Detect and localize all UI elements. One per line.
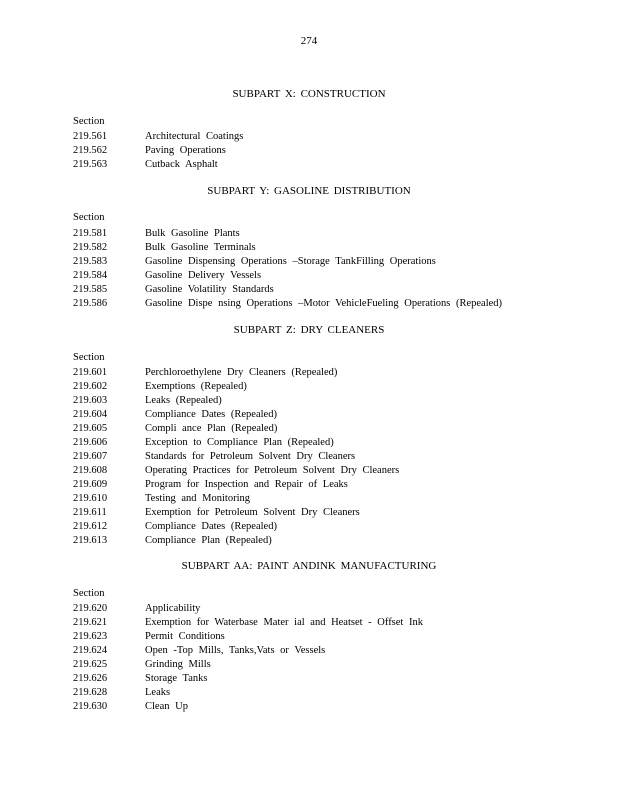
list-item xyxy=(0,241,618,255)
entry-number: 219.621 xyxy=(73,617,108,628)
subpart-heading-z: SUBPART Z: DRY CLEANERS xyxy=(233,324,385,336)
list-item xyxy=(0,227,618,241)
entry-list-aa xyxy=(0,602,618,714)
list-item xyxy=(0,686,618,700)
entry-title: Compliance Dates (Repealed) xyxy=(145,521,277,532)
entry-title: Paving Operations xyxy=(145,145,226,156)
entry-number: 219.611 xyxy=(73,507,107,518)
entry-number: 219.612 xyxy=(73,521,108,532)
page-number: 274 xyxy=(300,35,318,47)
entry-number: 219.625 xyxy=(73,659,108,670)
entry-number: 219.605 xyxy=(73,423,108,434)
entry-title: Perchloroethylene Dry Cleaners (Repealed) xyxy=(145,367,338,378)
list-item xyxy=(0,255,618,269)
entry-number: 219.623 xyxy=(73,631,108,642)
list-item xyxy=(0,158,618,172)
list-item xyxy=(0,283,618,297)
entry-title: Permit Conditions xyxy=(145,631,225,642)
entry-title: Compliance Plan (Repealed) xyxy=(145,535,272,546)
entry-list-x xyxy=(0,130,618,172)
section-label: Section xyxy=(73,116,105,127)
entry-number: 219.603 xyxy=(73,395,108,406)
entry-title: Bulk Gasoline Plants xyxy=(145,228,240,239)
list-item xyxy=(0,450,618,464)
list-item xyxy=(0,630,618,644)
entry-number: 219.624 xyxy=(73,645,108,656)
list-item xyxy=(0,366,618,380)
entry-number: 219.606 xyxy=(73,437,108,448)
entry-title: Bulk Gasoline Terminals xyxy=(145,242,256,253)
list-item xyxy=(0,380,618,394)
entry-number: 219.604 xyxy=(73,409,108,420)
entry-number: 219.610 xyxy=(73,493,108,504)
subpart-heading-x: SUBPART X: CONSTRUCTION xyxy=(232,88,386,100)
entry-number: 219.628 xyxy=(73,687,108,698)
entry-number: 219.562 xyxy=(73,145,108,156)
entry-title: Gasoline Dispe nsing Operations –Motor VehicleFueling Operations (Repealed) xyxy=(145,298,503,309)
section-label: Section xyxy=(73,588,105,599)
entry-number: 219.583 xyxy=(73,256,108,267)
list-item xyxy=(0,644,618,658)
entry-title: Testing and Monitoring xyxy=(145,493,251,504)
list-item xyxy=(0,602,618,616)
list-item xyxy=(0,700,618,714)
entry-title: Exemptions (Repealed) xyxy=(145,381,247,392)
list-item xyxy=(0,297,618,311)
entry-number: 219.602 xyxy=(73,381,108,392)
list-item xyxy=(0,478,618,492)
list-item xyxy=(0,422,618,436)
entry-title: Standards for Petroleum Solvent Dry Cleaners xyxy=(145,451,356,462)
entry-number: 219.626 xyxy=(73,673,108,684)
list-item xyxy=(0,269,618,283)
section-label: Section xyxy=(73,212,105,223)
entry-title: Cutback Asphalt xyxy=(145,159,218,170)
list-item xyxy=(0,408,618,422)
list-item xyxy=(0,394,618,408)
entry-number: 219.581 xyxy=(73,228,108,239)
entry-number: 219.584 xyxy=(73,270,108,281)
entry-title: Gasoline Delivery Vessels xyxy=(145,270,262,281)
entry-title: Compli ance Plan (Repealed) xyxy=(145,423,278,434)
list-item xyxy=(0,144,618,158)
section-label: Section xyxy=(73,352,105,363)
entry-title: Gasoline Volatility Standards xyxy=(145,284,274,295)
list-item xyxy=(0,534,618,548)
entry-title: Gasoline Dispensing Operations –Storage TankFilling Operations xyxy=(145,256,436,267)
entry-title: Exception to Compliance Plan (Repealed) xyxy=(145,437,334,448)
list-item xyxy=(0,658,618,672)
entry-title: Storage Tanks xyxy=(145,673,208,684)
entry-number: 219.630 xyxy=(73,701,108,712)
entry-number: 219.601 xyxy=(73,367,108,378)
entry-number: 219.561 xyxy=(73,131,108,142)
entry-number: 219.620 xyxy=(73,603,108,614)
entry-number: 219.563 xyxy=(73,159,108,170)
subpart-heading-aa: SUBPART AA: PAINT ANDINK MANUFACTURING xyxy=(181,560,437,572)
entry-title: Exemption for Waterbase Mater ial and Heatset - Offset Ink xyxy=(145,617,423,628)
entry-title: Architectural Coatings xyxy=(145,131,244,142)
entry-title: Leaks xyxy=(145,687,171,698)
list-item xyxy=(0,520,618,534)
list-item xyxy=(0,506,618,520)
entry-title: Applicability xyxy=(145,603,201,614)
list-item xyxy=(0,436,618,450)
entry-list-z xyxy=(0,366,618,548)
list-item xyxy=(0,130,618,144)
entry-number: 219.585 xyxy=(73,284,108,295)
entry-title: Leaks (Repealed) xyxy=(145,395,222,406)
entry-list-y xyxy=(0,227,618,311)
entry-number: 219.608 xyxy=(73,465,108,476)
entry-title: Operating Practices for Petroleum Solvent Dry Cleaners xyxy=(145,465,400,476)
entry-number: 219.582 xyxy=(73,242,108,253)
entry-number: 219.613 xyxy=(73,535,108,546)
entry-title: Program for Inspection and Repair of Leaks xyxy=(145,479,348,490)
entry-number: 219.609 xyxy=(73,479,108,490)
entry-number: 219.586 xyxy=(73,298,108,309)
entry-title: Exemption for Petroleum Solvent Dry Cleaners xyxy=(145,507,360,518)
entry-title: Grinding Mills xyxy=(145,659,211,670)
list-item xyxy=(0,616,618,630)
list-item xyxy=(0,492,618,506)
list-item xyxy=(0,672,618,686)
entry-number: 219.607 xyxy=(73,451,108,462)
entry-title: Clean Up xyxy=(145,701,188,712)
entry-title: Open -Top Mills, Tanks,Vats or Vessels xyxy=(145,645,326,656)
entry-title: Compliance Dates (Repealed) xyxy=(145,409,277,420)
list-item xyxy=(0,464,618,478)
subpart-heading-y: SUBPART Y: GASOLINE DISTRIBUTION xyxy=(207,185,411,197)
